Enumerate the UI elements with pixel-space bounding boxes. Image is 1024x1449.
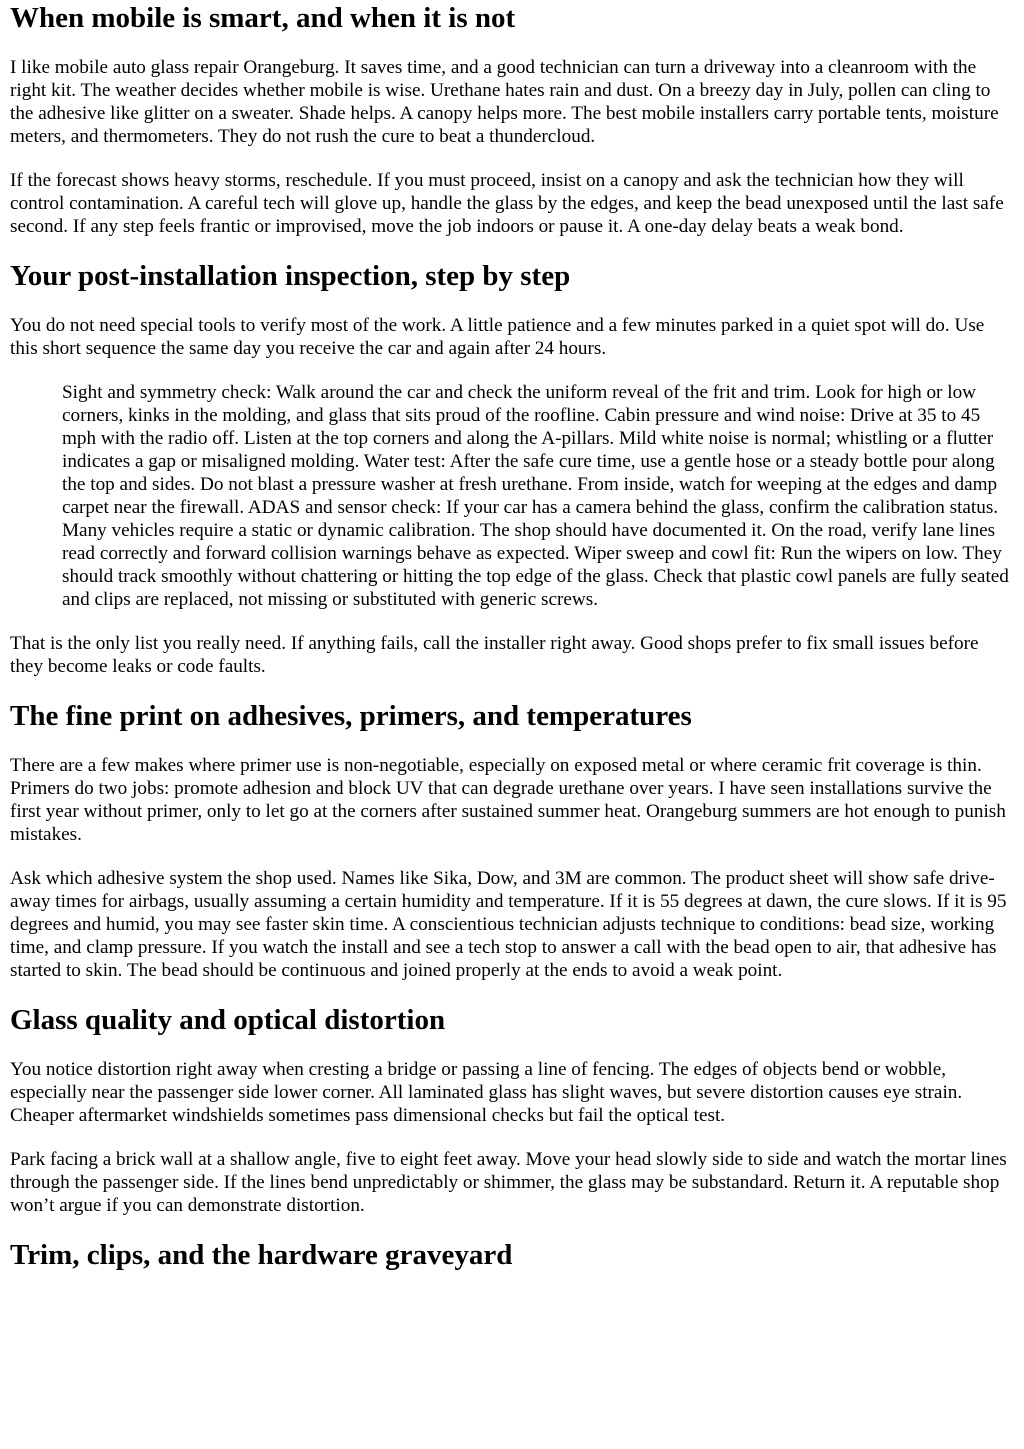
- paragraph: I like mobile auto glass repair Orangeburg. It saves time, and a good technician can turn a driveway into a cleanroom with the right kit. The weather decides whether mobile is wise. Urethane hates rain and dust. On a breezy day in July, pollen can cling to the adhesive like glitter on a sweater. Shade helps. A canopy helps more. The best mobile installers carry portable tents, moisture meters, and thermometers. They do not rush the cure to beat a thundercloud.: [10, 57, 999, 147]
- inspection-checklist: Sight and symmetry check: Walk around the car and check the uniform reveal of the frit and trim. Look for high or low corners, kinks in the molding, and glass that sits proud of the roofline. Cabin pressure and wind noise: Drive at 35 to 45 mph with the radio off. Listen at the top corners and along the A-pillars. Mild white noise is normal; whistling or a flutter indicates a gap or misaligned molding. Water test: After the safe cure time, use a gentle hose or a steady bottle pour along the top and sides. Do not blast a pressure washer at fresh urethane. From inside, watch for weeping at the edges and damp carpet near the firewall. ADAS and sensor check: If your car has a camera behind the glass, confirm the calibration status. Many vehicles require a static or dynamic calibration. The shop should have documented it. On the road, verify lane lines read correctly and forward collision warnings behave as expected. Wiper sweep and cowl fit: Run the wipers on low. They should track smoothly without chattering or hitting the top edge of the glass. Check that plastic cowl panels are fully seated and clips are replaced, not missing or substituted with generic screws.: [62, 382, 1009, 610]
- section-heading: Trim, clips, and the hardware graveyard: [10, 1239, 513, 1271]
- paragraph: There are a few makes where primer use is non-negotiable, especially on exposed metal or where ceramic frit coverage is thin. Primers do two jobs: promote adhesion and block UV that can degrade urethane over years. I have seen installations survive the first year without primer, only to let go at the corners after sustained summer heat. Orangeburg summers are hot enough to punish mistakes.: [10, 755, 1006, 845]
- paragraph: Ask which adhesive system the shop used. Names like Sika, Dow, and 3M are common. The product sheet will show safe drive-away times for airbags, usually assuming a certain humidity and temperature. If it is 55 degrees at dawn, the cure slows. If it is 95 degrees and humid, you may see faster skin time. A conscientious technician adjusts technique to conditions: bead size, working time, and clamp pressure. If you watch the install and see a tech stop to answer a call with the bead open to air, that adhesive has started to skin. The bead should be continuous and joined properly at the ends to avoid a weak point.: [10, 868, 1007, 981]
- section-heading: The fine print on adhesives, primers, and temperatures: [10, 700, 692, 732]
- section-heading: When mobile is smart, and when it is not: [10, 2, 516, 34]
- paragraph: You do not need special tools to verify most of the work. A little patience and a few minutes parked in a quiet spot will do. Use this short sequence the same day you receive the car and again after 24 hours.: [10, 315, 985, 359]
- paragraph: You notice distortion right away when cresting a bridge or passing a line of fencing. The edges of objects bend or wobble, especially near the passenger side lower corner. All laminated glass has slight waves, but severe distortion causes eye strain. Cheaper aftermarket windshields sometimes pass dimensional checks but fail the optical test.: [10, 1059, 963, 1126]
- section-heading: Glass quality and optical distortion: [10, 1004, 446, 1036]
- paragraph: If the forecast shows heavy storms, reschedule. If you must proceed, insist on a canopy and ask the technician how they will control contamination. A careful tech will glove up, handle the glass by the edges, and keep the bead unexposed until the last safe second. If any step feels frantic or improvised, move the job indoors or pause it. A one-day delay beats a weak bond.: [10, 170, 1004, 237]
- section-heading: Your post-installation inspection, step by step: [10, 260, 571, 292]
- article: [0, 1, 1024, 1272]
- paragraph: That is the only list you really need. If anything fails, call the installer right away. Good shops prefer to fix small issues before they become leaks or code faults.: [10, 633, 979, 677]
- paragraph: Park facing a brick wall at a shallow angle, five to eight feet away. Move your head slowly side to side and watch the mortar lines through the passenger side. If the lines bend unpredictably or shimmer, the glass may be substandard. Return it. A reputable shop won’t argue if you can demonstrate distortion.: [10, 1149, 1007, 1216]
